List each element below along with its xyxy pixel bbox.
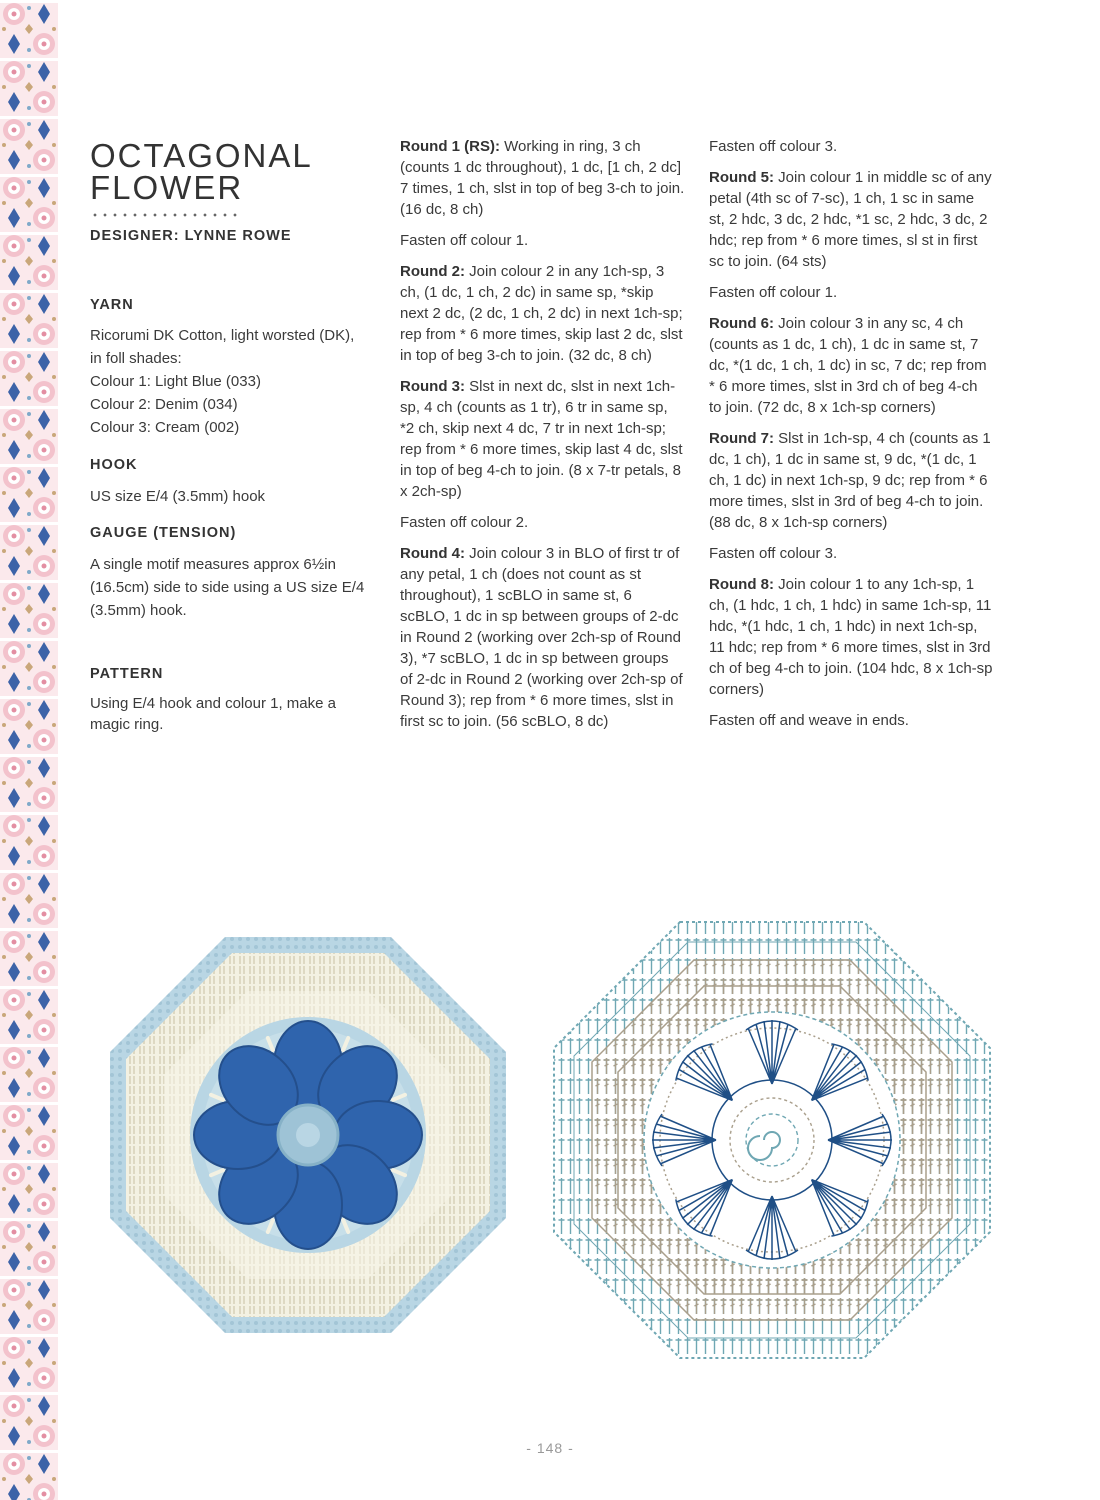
pattern-title	[90, 136, 380, 204]
yarn-line: Ricorumi DK Cotton, light worsted (DK),	[90, 327, 355, 344]
round-1	[400, 136, 685, 220]
yarn-details	[90, 324, 380, 439]
round-text: Join colour 3 in any sc, 4 ch (counts as 1 dc, 1 ch), 1 dc in same st, 7 dc, *(1 dc, 1 ch, 1 dc) in sc, 7 dc; rep from * 6 more times, slst in 3rd ch of beg 4-ch to join. (72 dc, 8 x 1ch-sp corners)	[709, 315, 987, 416]
pattern-heading: PATTERN	[90, 666, 164, 682]
round-2	[400, 261, 685, 366]
column-intro	[90, 136, 380, 735]
fasten-off-note: Fasten off colour 1.	[709, 284, 838, 301]
round-6	[709, 313, 994, 418]
column-rounds-1	[400, 136, 685, 742]
round-text: Join colour 1 in middle sc of any petal (4th sc of 7-sc), 1 ch, 1 sc in same st, 2 hdc, 3 dc, 2 hdc, *1 sc, 2 hdc, 3 dc, 2 hdc; rep from * 6 more times, sl st in first sc to join. (64 sts)	[709, 169, 992, 270]
pattern-text: Using E/4 hook and colour 1, make a magic ring.	[90, 695, 336, 733]
hook-heading: HOOK	[90, 457, 138, 473]
round-8	[709, 574, 994, 700]
round-label: Round 6:	[709, 315, 774, 332]
round-label: Round 7:	[709, 430, 774, 447]
round-5	[709, 167, 994, 272]
round-label: Round 2:	[400, 263, 465, 280]
round-label: Round 8:	[709, 576, 774, 593]
round-label: Round 3:	[400, 378, 465, 395]
round-label: Round 4:	[400, 545, 465, 562]
yarn-line: in foll shades:	[90, 350, 182, 367]
round-text: Slst in next dc, slst in next 1ch-sp, 4 ch (counts as 1 tr), 6 tr in same sp, *2 ch, skip next 4 dc, 7 tr in next 1ch-sp; rep from * 6 more times, skip last 4 dc, slst in top of beg 4-ch to join. (8 x 7-tr petals, 8 x 2ch-sp)	[400, 378, 683, 500]
yarn-line: Colour 2: Denim (034)	[90, 396, 238, 413]
title-line-2: FLOWER	[90, 169, 244, 206]
fasten-off-note: Fasten off colour 3.	[709, 138, 838, 155]
title-line-1: OCTAGONAL	[90, 137, 313, 174]
round-text: Working in ring, 3 ch (counts 1 dc throughout), 1 dc, [1 ch, 2 dc] 7 times, 1 ch, slst in top of beg 3-ch to join. (16 dc, 8 ch)	[400, 138, 685, 218]
round-3	[400, 376, 685, 502]
round-text: Join colour 3 in BLO of first tr of any petal, 1 ch (does not count as st throughout), 1 scBLO in same st, 6 scBLO, 1 dc in sp between groups of 2-dc in Round 2 (working over 2ch-sp of Round 3), *7 scBLO, 1 dc in sp between groups of 2-dc in Round 2 (working over 2ch-sp of Round 3); rep from * 6 more times, slst in first sc to join. (56 scBLO, 8 dc)	[400, 545, 683, 730]
gauge-text: A single motif measures approx 6½in (16.5cm) side to side using a US size E/4 (3.5mm) hook.	[90, 556, 365, 619]
round-text: Slst in 1ch-sp, 4 ch (counts as 1 dc, 1 ch), 1 dc in same st, 9 dc, *(1 dc, 1 ch, 1 dc) in next 1ch-sp, 9 dc; rep from * 6 more times, slst in 3rd of beg 4-ch to join. (88 dc, 8 x 1ch-sp corners)	[709, 430, 991, 531]
fasten-off-note: Fasten off colour 2.	[400, 514, 529, 531]
round-text: Join colour 1 to any 1ch-sp, 1 ch, (1 hdc, 1 ch, 1 hdc) in same 1ch-sp, 11 hdc, *(1 hdc, 1 ch, 1 hdc) in next 1ch-sp, 11 hdc; rep from * 6 more times, slst in 3rd ch of beg 4-ch to join. (104 hdc, 8 x 1ch-sp corners)	[709, 576, 993, 698]
decorative-border	[0, 0, 58, 1500]
fasten-off-note: Fasten off colour 3.	[709, 545, 838, 562]
column-rounds-2	[709, 136, 994, 741]
yarn-line: Colour 3: Cream (002)	[90, 419, 240, 436]
hook-text: US size E/4 (3.5mm) hook	[90, 488, 266, 505]
round-text: Join colour 2 in any 1ch-sp, 3 ch, (1 dc, 1 ch, 2 dc) in same sp, *skip next 2 dc, (2 dc, 1 ch, 2 dc) in next 1ch-sp; rep from * 6 more times, skip last 2 dc, slst in top of beg 3-ch to join. (32 dc, 8 ch)	[400, 263, 683, 364]
yarn-heading: YARN	[90, 297, 134, 313]
dotted-divider	[90, 212, 240, 218]
stitch-chart	[548, 916, 996, 1364]
gauge-heading: GAUGE (TENSION)	[90, 525, 237, 541]
round-label: Round 5:	[709, 169, 774, 186]
motif-photo	[108, 935, 508, 1335]
fasten-off-note: Fasten off colour 1.	[400, 232, 529, 249]
page-number: - 148 -	[526, 1440, 574, 1456]
designer-credit: DESIGNER: LYNNE ROWE	[90, 228, 292, 244]
round-label: Round 1 (RS):	[400, 138, 500, 155]
yarn-line: Colour 1: Light Blue (033)	[90, 373, 261, 390]
fasten-off-note: Fasten off and weave in ends.	[709, 712, 909, 729]
round-4	[400, 543, 685, 732]
round-7	[709, 428, 994, 533]
